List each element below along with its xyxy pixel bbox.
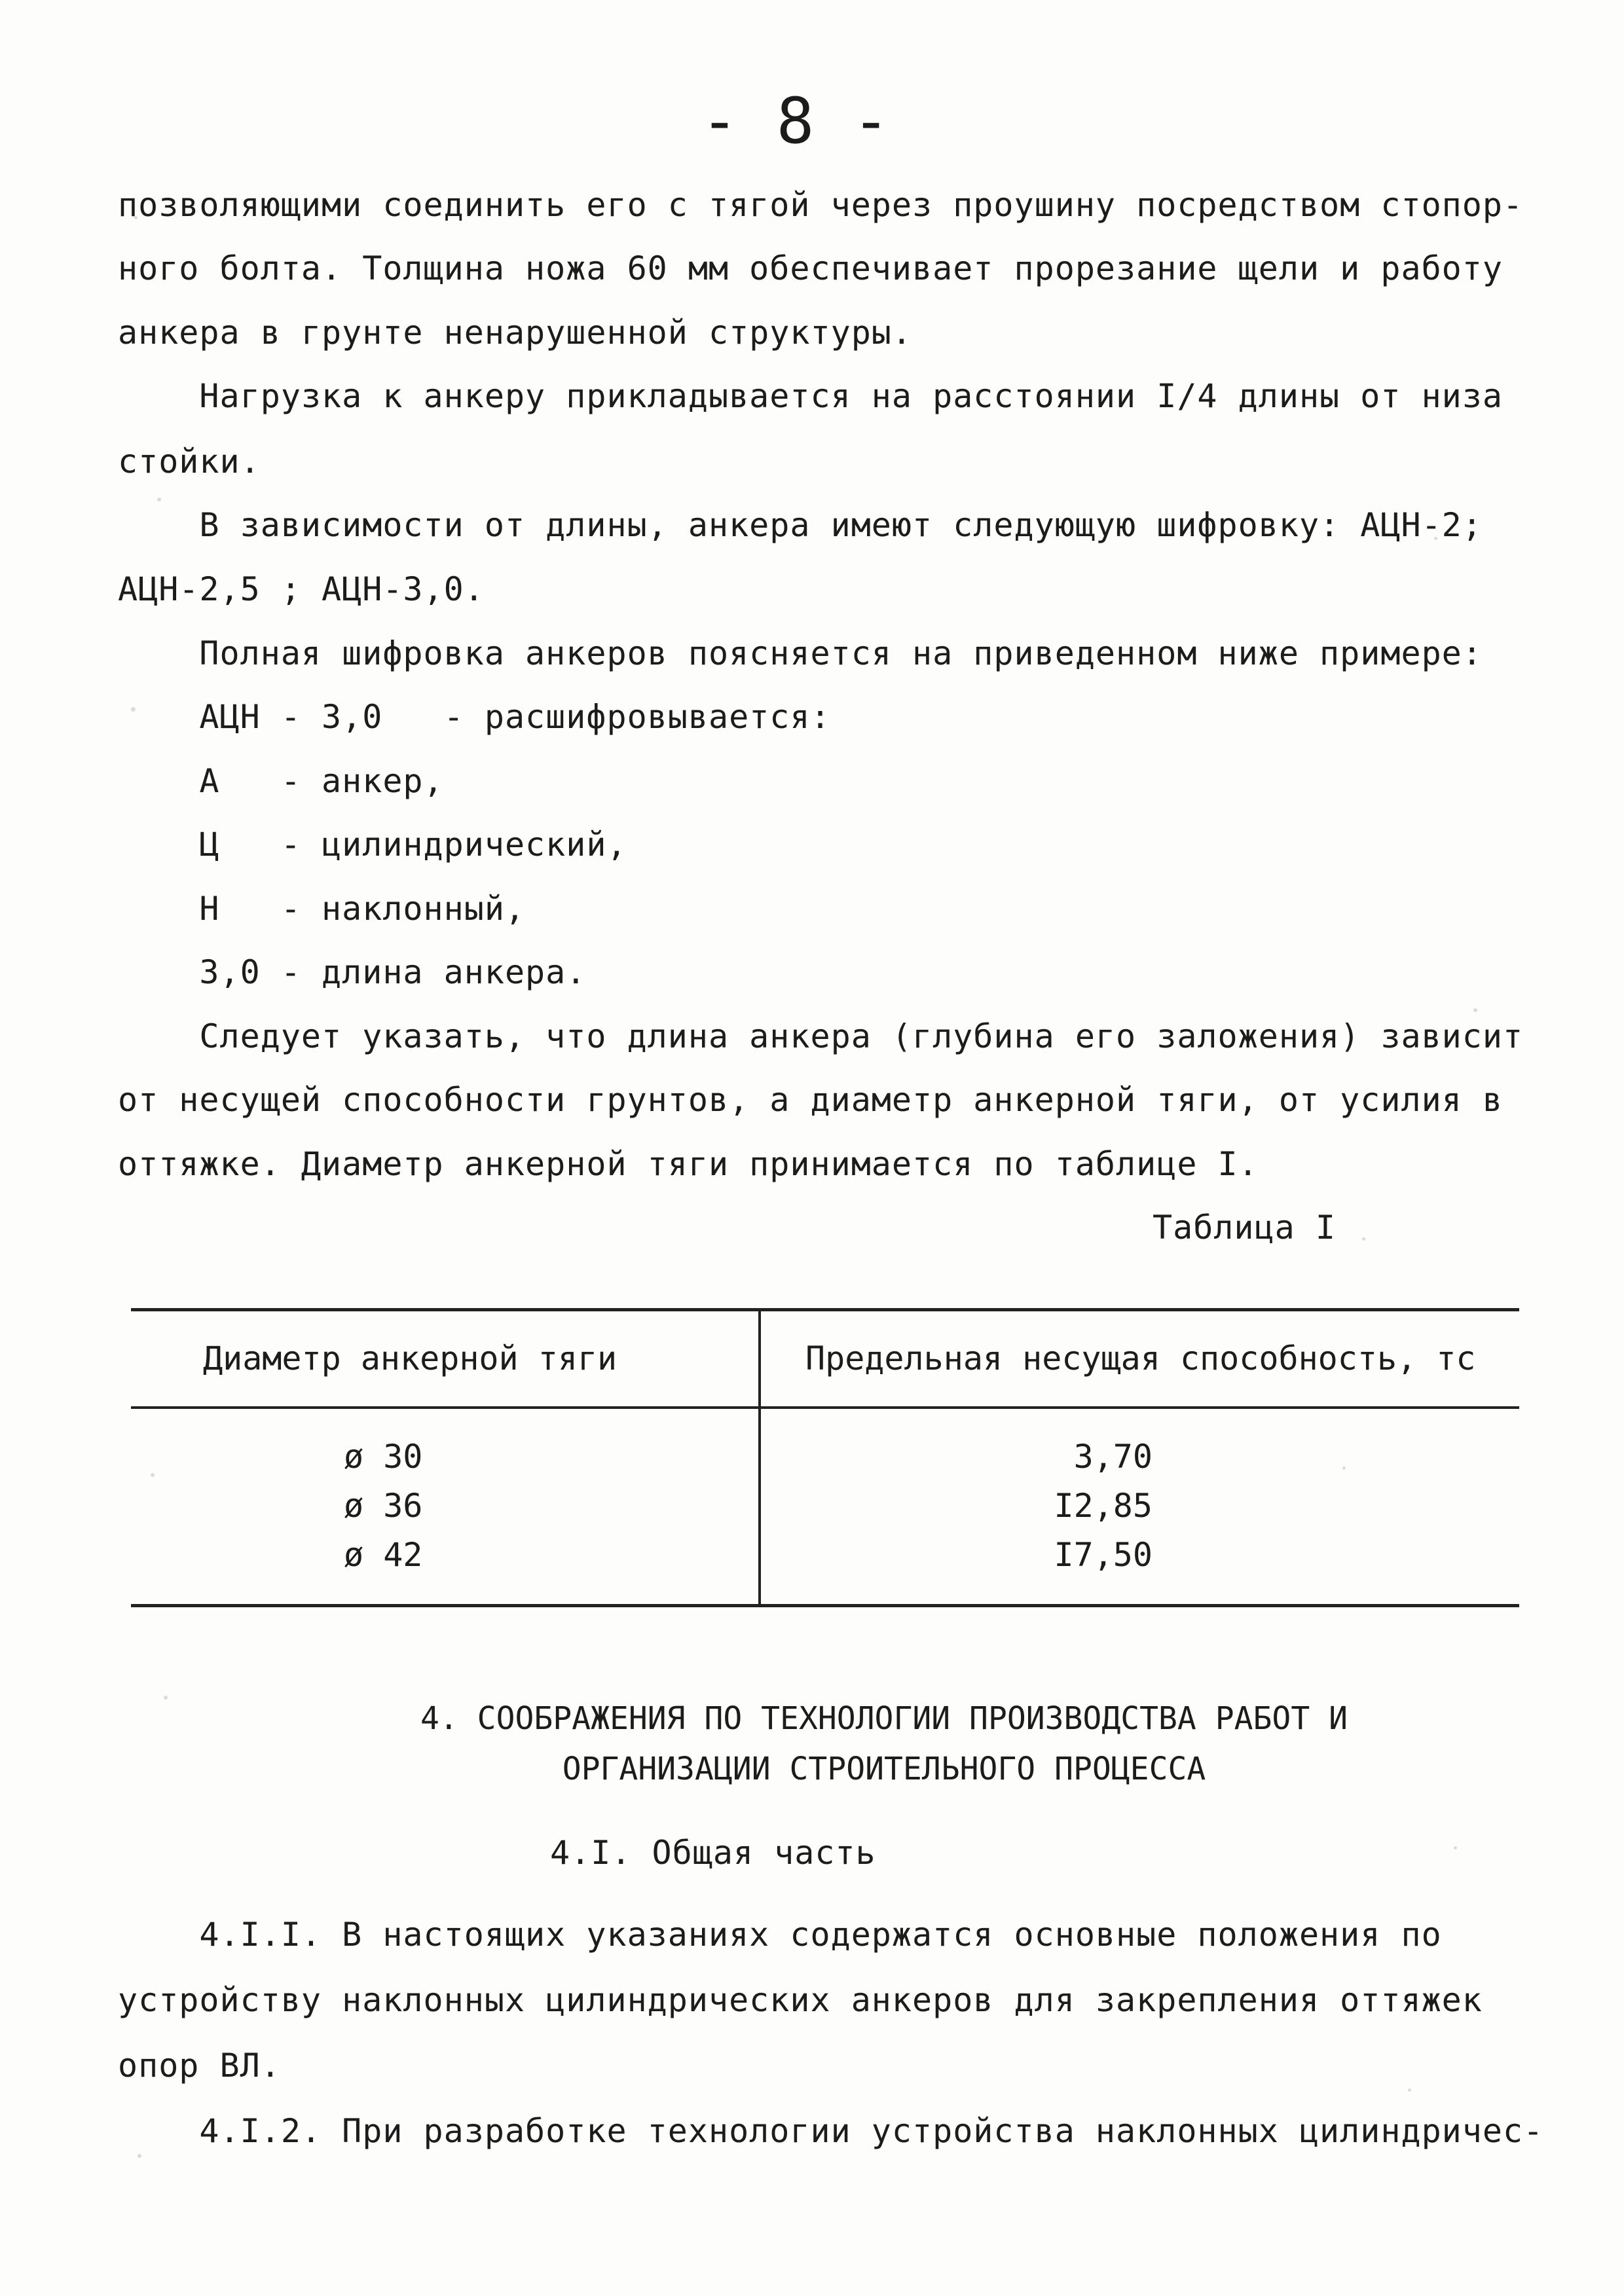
- body-line: А - анкер,: [118, 762, 444, 800]
- scan-speck: [151, 1473, 155, 1477]
- body-line: В зависимости от длины, анкера имеют следующую шифровку: АЦН-2;: [118, 506, 1483, 544]
- body-line: Нагрузка к анкеру прикладывается на расстоянии I/4 длины от низа: [118, 377, 1503, 415]
- table-cell-capacity: 3,70: [1073, 1438, 1153, 1476]
- scan-speck: [164, 1696, 168, 1700]
- section-line: 4.I.2. При разработке технологии устройства наклонных цилиндричес-: [118, 2112, 1544, 2150]
- table-cell-capacity: I2,85: [1054, 1487, 1153, 1525]
- body-line: АЦН-2,5 ; АЦН-3,0.: [118, 570, 485, 608]
- table-cell-diameter: ø 42: [344, 1536, 423, 1574]
- body-line: Следует указать, что длина анкера (глубина его заложения) зависит: [118, 1017, 1524, 1055]
- section-line: устройству наклонных цилиндрических анкеров для закрепления оттяжек: [118, 1981, 1483, 2019]
- table-header-rule: [131, 1406, 1519, 1409]
- table-column-divider: [758, 1309, 761, 1605]
- body-line: АЦН - 3,0 - расшифровывается:: [118, 698, 831, 736]
- table-bottom-rule: [131, 1604, 1519, 1607]
- scan-speck: [131, 707, 136, 712]
- body-line: Полная шифровка анкеров поясняется на приведенном ниже примере:: [118, 634, 1483, 672]
- body-line: стойки.: [118, 443, 261, 481]
- body-line: Ц - цилиндрический,: [118, 826, 627, 864]
- scan-speck: [1408, 2088, 1411, 2092]
- table-caption: Таблица I: [1153, 1209, 1336, 1247]
- table-cell-capacity: I7,50: [1054, 1536, 1153, 1574]
- scan-speck: [1454, 1846, 1457, 1850]
- scan-speck: [134, 216, 138, 219]
- table-cell-diameter: ø 30: [344, 1438, 423, 1476]
- body-line: ного болта. Толщина ножа 60 мм обеспечивает прорезание щели и работу: [118, 249, 1503, 287]
- section-subheading: 4.I. Общая часть: [550, 1834, 876, 1872]
- table-header-capacity: Предельная несущая способность, тс: [805, 1339, 1476, 1377]
- scan-speck: [1434, 537, 1437, 540]
- scan-speck: [157, 498, 161, 501]
- body-line: оттяжке. Диаметр анкерной тяги принимается по таблице I.: [118, 1145, 1259, 1183]
- body-line: 3,0 - длина анкера.: [118, 953, 587, 991]
- section-heading-continued: ОРГАНИЗАЦИИ СТРОИТЕЛЬНОГО ПРОЦЕССА: [562, 1751, 1206, 1787]
- body-line: анкера в грунте ненарушенной структуры.: [118, 314, 912, 352]
- table-header-diameter: Диаметр анкерной тяги: [203, 1339, 618, 1377]
- table-cell-diameter: ø 36: [344, 1487, 423, 1525]
- section-line: опор ВЛ.: [118, 2047, 281, 2085]
- table-top-rule: [131, 1308, 1519, 1311]
- section-heading: 4. СООБРАЖЕНИЯ ПО ТЕХНОЛОГИИ ПРОИЗВОДСТВА РАБОТ И: [420, 1700, 1348, 1737]
- scan-speck: [1473, 1008, 1477, 1012]
- section-line: 4.I.I. В настоящих указаниях содержатся основные положения по: [118, 1916, 1442, 1954]
- body-line: Н - наклонный,: [118, 890, 526, 928]
- body-line: от несущей способности грунтов, а диаметр анкерной тяги, от усилия в: [118, 1081, 1503, 1119]
- scan-speck: [1342, 1467, 1346, 1470]
- body-line: позволяющими соединить его с тягой через проушину посредством стопор-: [118, 186, 1524, 224]
- page-number: - 8 -: [701, 84, 890, 158]
- scan-speck: [138, 2154, 141, 2158]
- scan-speck: [1362, 1237, 1365, 1241]
